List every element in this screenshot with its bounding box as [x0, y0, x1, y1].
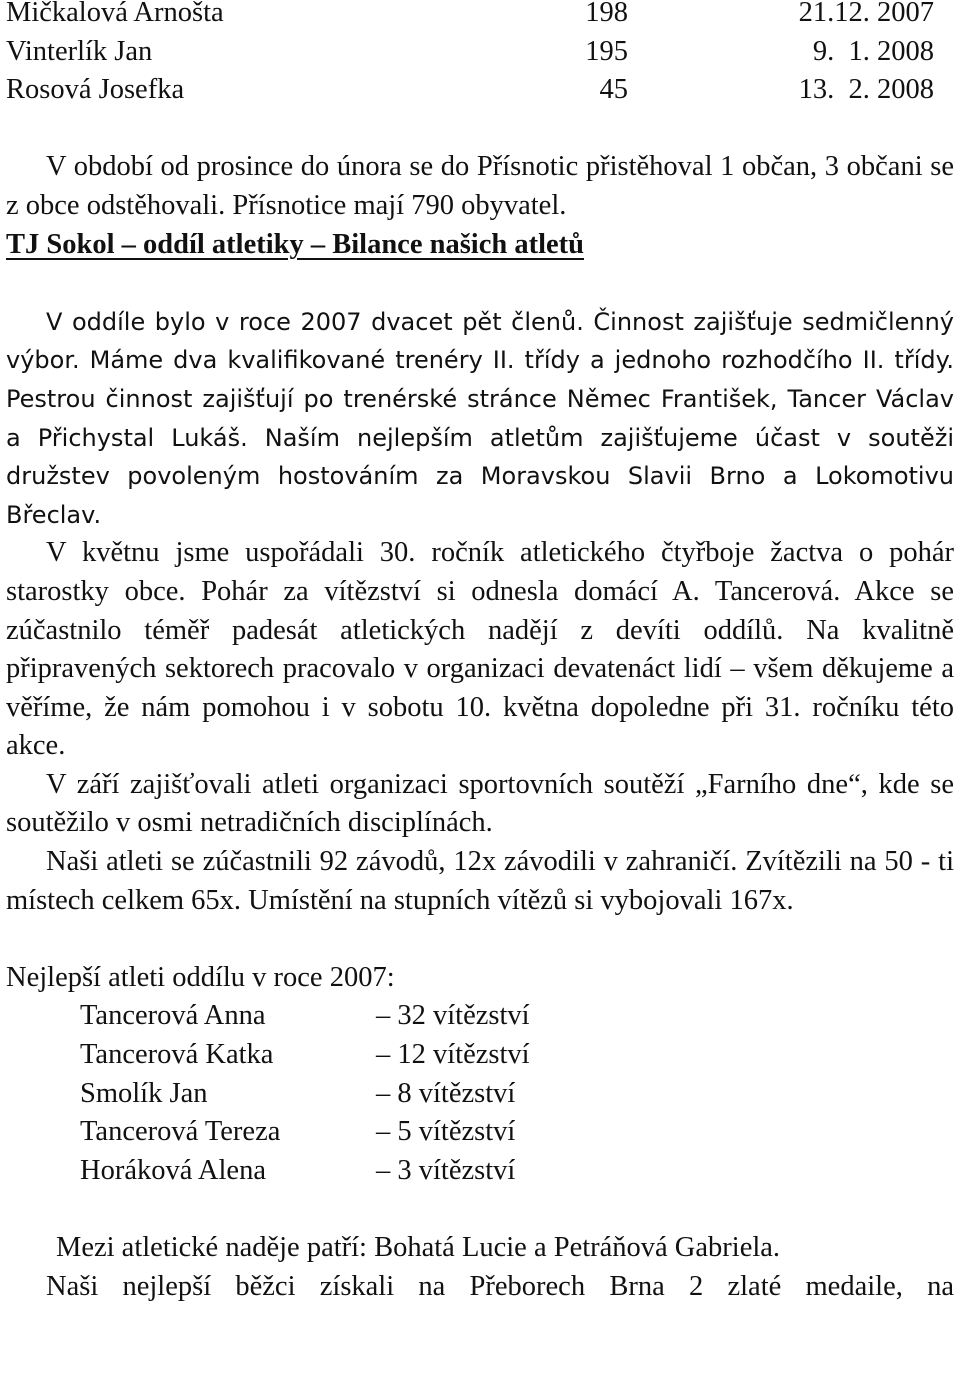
- resident-name: Vinterlík Jan: [6, 35, 153, 67]
- farni-den-paragraph: V září zajišťovali atleti organizaci sportovních soutěží „Farního dne“, kde se soutěžilo v osmi netradičních disciplínách.: [6, 768, 954, 839]
- athlete-name: Tancerová Tereza: [80, 1116, 281, 1148]
- athlete-row: [80, 1152, 954, 1191]
- athlete-wins: – 3 vítězství: [376, 1154, 516, 1186]
- athlete-wins: – 12 vítězství: [376, 1039, 530, 1071]
- athlete-name: Smolík Jan: [80, 1077, 208, 1109]
- event-paragraph: V květnu jsme uspořádali 30. ročník atletického čtyřboje žactva o pohár starostky obce. Pohár za vítězství si odnesla domácí A. Tancerová. Akce se zúčastnilo téměř padesát atletických nadějí z devíti oddílů. Na kvalitně připravených sektorech pracovalo v organizaci devatenáct lidí – všem děkujeme a věříme, že nám pomohou i v sobotu 10. května dopoledne při 31. ročníku této akce.: [6, 537, 954, 762]
- athlete-name: Tancerová Anna: [80, 1000, 266, 1032]
- spacer: [6, 264, 954, 303]
- athlete-row: [80, 1036, 954, 1075]
- resident-row: [6, 71, 954, 110]
- runners-paragraph: Naši nejlepší běžci získali na Přeborech Brna 2 zlaté medaile, na: [46, 1270, 954, 1302]
- spacer: [6, 1190, 954, 1229]
- document-page: [6, 0, 954, 1306]
- resident-number: 195: [585, 35, 628, 67]
- athlete-name: Tancerová Katka: [80, 1039, 274, 1071]
- athlete-wins: – 8 vítězství: [376, 1077, 516, 1109]
- athlete-row: [80, 997, 954, 1036]
- resident-number: 45: [599, 74, 628, 106]
- athlete-row: [80, 1113, 954, 1152]
- section-heading: TJ Sokol – oddíl atletiky – Bilance našich atletů: [6, 228, 584, 260]
- resident-row: [6, 0, 954, 33]
- hopes-paragraph: Mezi atletické naděje patří: Bohatá Lucie a Petráňová Gabriela.: [56, 1232, 781, 1263]
- athlete-wins: – 32 vítězství: [376, 1000, 530, 1032]
- population-paragraph: V období od prosince do února se do Přísnotic přistěhoval 1 občan, 3 občani se z obce odstěhovali. Přísnotice mají 790 obyvatel.: [6, 151, 954, 221]
- resident-number: 198: [585, 0, 628, 28]
- athlete-wins: – 5 vítězství: [376, 1116, 516, 1148]
- resident-date: 13. 2. 2008: [798, 74, 934, 106]
- spacer: [6, 110, 954, 149]
- club-paragraph: V oddíle bylo v roce 2007 dvacet pět členů. Činnost zajišťuje sedmičlenný výbor. Máme dva kvalifikované trenéry II. třídy a jednoho rozhodčího II. třídy. Pestrou činnost zajišťují po trenérské stránce Němec František, Tancer Václav a Přichystal Lukáš. Naším nejlepším atletům zajišťujeme účast v soutěži družstev povoleným hostováním za Moravskou Slavii Brno a Lokomotivu Břeclav.: [6, 307, 954, 529]
- resident-date: 21.12. 2007: [798, 0, 934, 28]
- resident-name: Rosová Josefka: [6, 74, 185, 106]
- spacer: [6, 920, 954, 959]
- athlete-name: Horáková Alena: [80, 1154, 266, 1186]
- athlete-row: [80, 1075, 954, 1114]
- best-athletes-list: [80, 997, 954, 1190]
- resident-name: Mičkalová Arnošta: [6, 0, 224, 28]
- results-paragraph: Naši atleti se zúčastnili 92 závodů, 12x závodili v zahraničí. Zvítězili na 50 - ti místech celkem 65x. Umístění na stupních vítězů si vybojovali 167x.: [6, 846, 954, 916]
- best-athletes-title: Nejlepší atleti oddílu v roce 2007:: [6, 961, 395, 993]
- resident-date: 9. 1. 2008: [805, 35, 934, 67]
- resident-row: [6, 33, 954, 72]
